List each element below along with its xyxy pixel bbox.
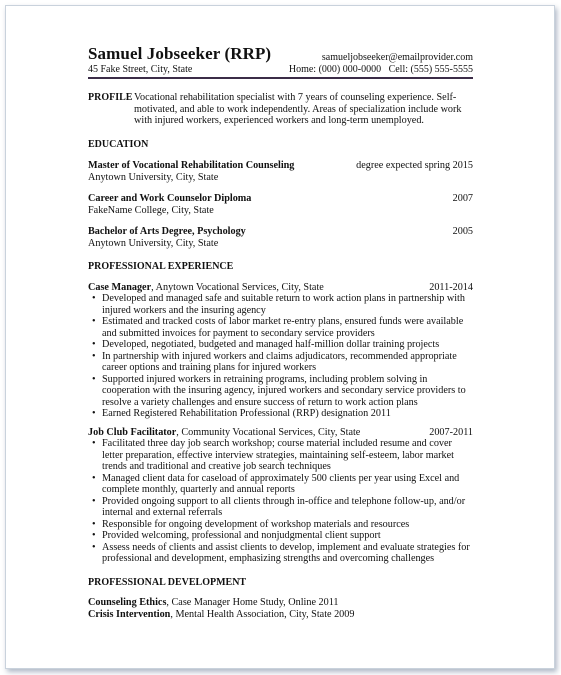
- job-employer: , Anytown Vocational Services, City, State: [151, 281, 324, 293]
- job-employer: , Community Vocational Services, City, State: [176, 426, 361, 438]
- job-duties: [88, 438, 473, 565]
- education-degree: Master of Vocational Rehabilitation Counseling: [88, 160, 295, 171]
- duty-item: • Estimated and tracked costs of labor market re-entry plans, ensured funds were available and submitted invoices for payment to secondary service providers: [102, 316, 473, 339]
- education-date: degree expected spring 2015: [356, 160, 473, 171]
- duty-item: • Earned Registered Rehabilitation Professional (RRP) designation 2011: [102, 408, 473, 420]
- job-dates: 2011-2014: [429, 281, 473, 293]
- development-detail: , Case Manager Home Study, Online 2011: [166, 597, 339, 608]
- development-detail: , Mental Health Association, City, State 2009: [170, 608, 355, 620]
- education-list: [88, 160, 473, 249]
- education-degree: Career and Work Counselor Diploma: [88, 193, 252, 204]
- duty-item: • Facilitated three day job search workshop; course material included resume and cover letter preparation, effective interview strategies, maintaining self-esteem, labor market trends and traditional and creative job search techniques: [102, 438, 473, 473]
- duty-item: • Developed, negotiated, budgeted and managed half-million dollar training projects: [102, 339, 473, 351]
- header-divider: [88, 77, 473, 79]
- profile-section: [88, 92, 473, 127]
- education-entry: [88, 193, 473, 216]
- contact-address: 45 Fake Street, City, State: [88, 64, 193, 75]
- job-duties: [88, 293, 473, 420]
- development-title: Crisis Intervention: [88, 608, 171, 620]
- profile-text: Vocational rehabilitation specialist with 7 years of counseling experience. Self-motivated, and able to work independently. Areas of specialization include work with injured workers, experienced workers and long-term unemployed.: [134, 92, 462, 126]
- development-item: [88, 609, 473, 621]
- duty-item: • Supported injured workers in retraining programs, including problem solving in cooperation with the insuring agency, injured workers and secondary service providers to resolve a variety challenges and ensure success of return to work action plans: [102, 374, 473, 409]
- education-degree: Bachelor of Arts Degree, Psychology: [88, 226, 246, 237]
- education-school: Anytown University, City, State: [88, 171, 219, 183]
- duty-item: • Assess needs of clients and assist clients to develop, implement and evaluate strategies for professional and development, emphasizing strengths and overcoming challenges: [102, 542, 473, 565]
- duty-item: • Managed client data for caseload of approximately 500 clients per year using Excel and complete monthly, quarterly and annual reports: [102, 473, 473, 496]
- education-school: Anytown University, City, State: [88, 237, 219, 249]
- resume-document: [88, 44, 473, 620]
- education-date: 2007: [452, 193, 473, 204]
- education-date: 2005: [452, 226, 473, 237]
- duty-item: • Developed and managed safe and suitable return to work action plans in partnership with injured workers and the insuring agency: [102, 293, 473, 316]
- education-heading: EDUCATION: [88, 138, 149, 150]
- job-title: Job Club Facilitator: [88, 426, 177, 438]
- contact-phones: Home: (000) 000-0000 Cell: (555) 555-5555: [288, 64, 473, 75]
- experience-heading: PROFESSIONAL EXPERIENCE: [88, 261, 234, 272]
- job-dates: 2007-2011: [429, 426, 473, 438]
- contact-row: [88, 64, 473, 76]
- job-title: Case Manager: [88, 281, 152, 293]
- education-school: FakeName College, City, State: [88, 204, 214, 216]
- duty-item: • In partnership with injured workers and claims adjudicators, recommended appropriate career options and training plans for injured workers: [102, 351, 473, 374]
- contact-email: samueljobseeker@emailprovider.com: [321, 52, 473, 63]
- education-entry: [88, 160, 473, 183]
- education-entry: [88, 226, 473, 249]
- duty-item: • Provided welcoming, professional and nonjudgmental client support: [102, 530, 473, 542]
- candidate-name: Samuel Jobseeker (RRP): [88, 44, 272, 63]
- job-entry: [88, 427, 473, 565]
- development-title: Counseling Ethics: [88, 597, 167, 608]
- profile-heading: PROFILE: [88, 92, 133, 103]
- job-entry: [88, 282, 473, 420]
- duty-item: • Responsible for ongoing development of workshop materials and resources: [102, 519, 473, 531]
- development-list: [88, 597, 473, 620]
- development-item: [88, 597, 473, 609]
- duty-item: • Provided ongoing support to all clients through in-office and telephone follow-up, and/or internal and external referrals: [102, 496, 473, 519]
- resume-header: [88, 44, 473, 79]
- development-heading: PROFESSIONAL DEVELOPMENT: [88, 576, 247, 588]
